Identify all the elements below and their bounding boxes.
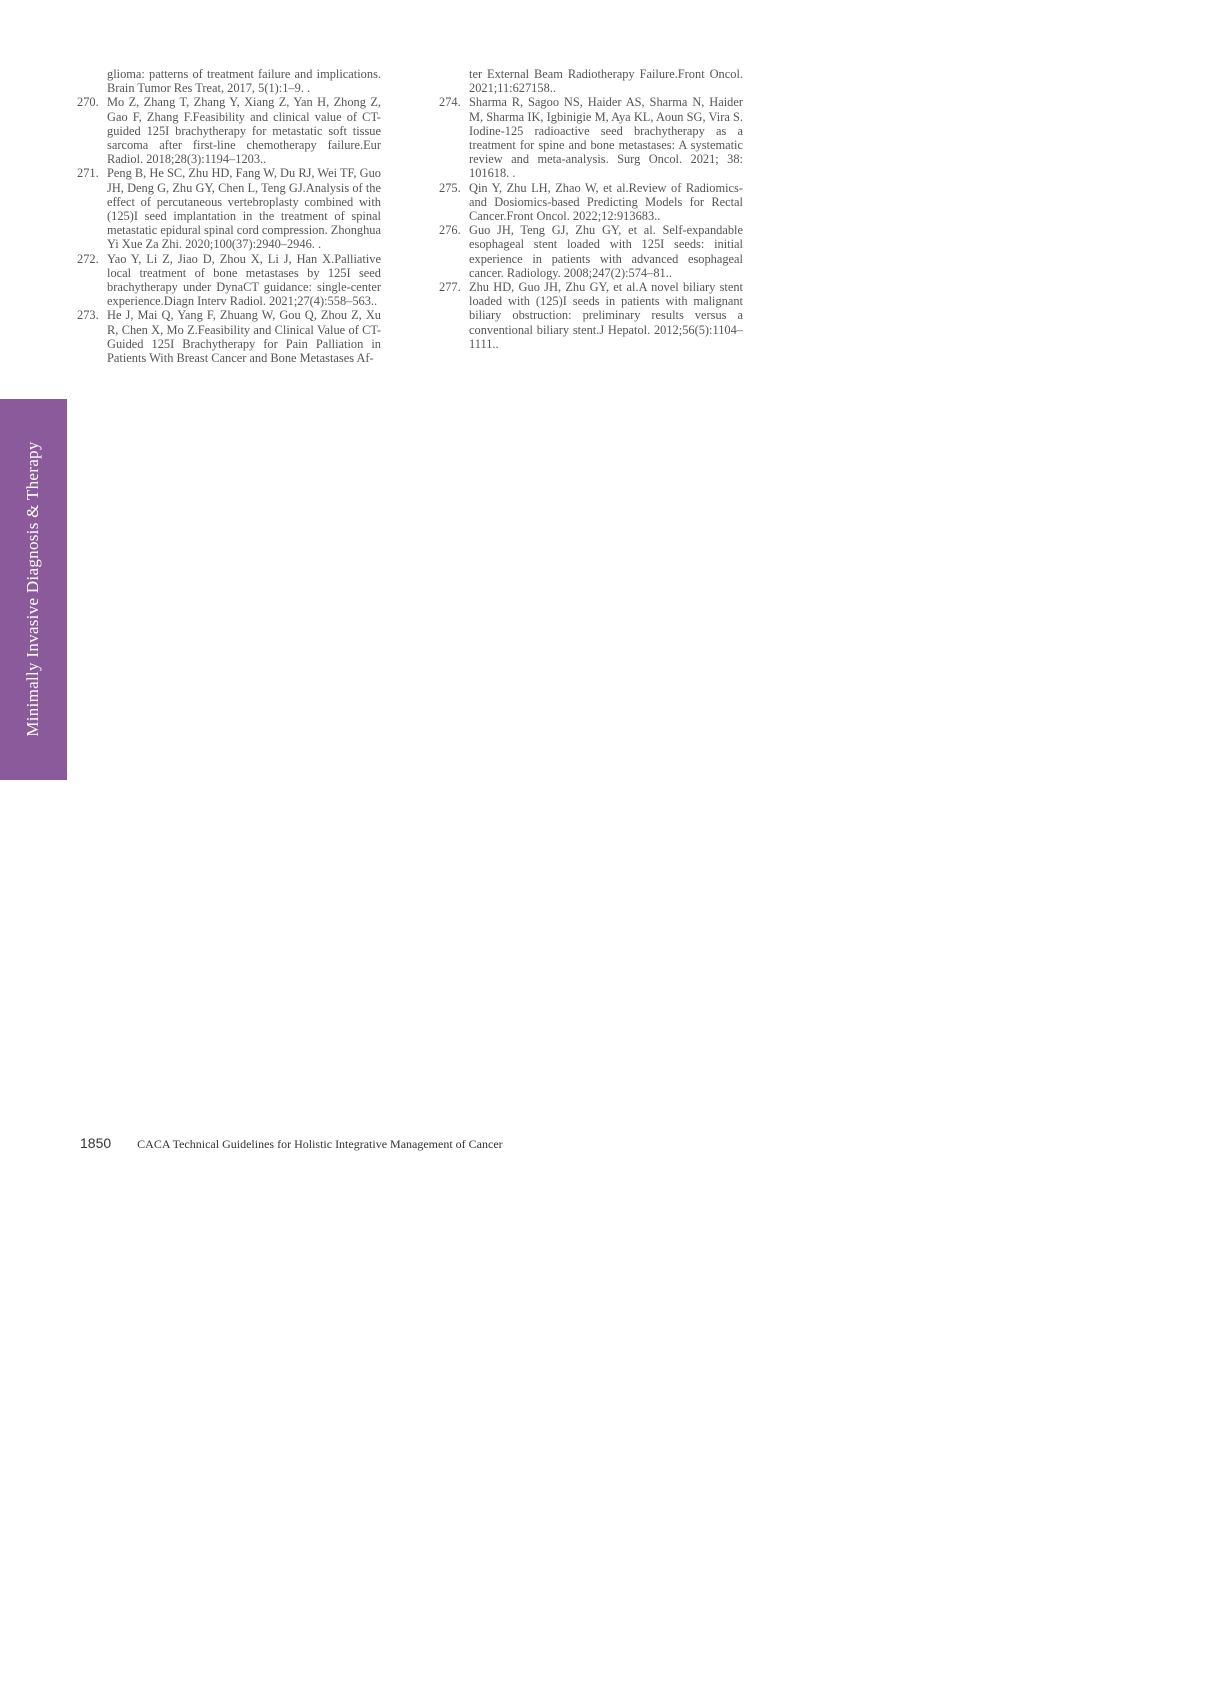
- reference-text: Yao Y, Li Z, Jiao D, Zhou X, Li J, Han X.Palliative local treatment of bone metastases by 125I seed brachytherapy under DynaCT guidance: single-center experience.Diagn Interv Radiol. 2021;27(4):558–563..: [107, 251, 381, 309]
- reference-text: Mo Z, Zhang T, Zhang Y, Xiang Z, Yan H, Zhong Z, Gao F, Zhang F.Feasibility and clinical value of CT-guided 125I brachytherapy for metastatic soft tissue sarcoma after first-line chemotherapy failure.Eur Radiol. 2018;28(3):1194–1203..: [107, 95, 381, 167]
- section-side-tab: [0, 399, 67, 780]
- reference-text: He J, Mai Q, Yang F, Zhuang W, Gou Q, Zhou Z, Xu R, Chen X, Mo Z.Feasibility and Clinical Value of CT-Guided 125I Brachytherapy for Pain Palliation in Patients With Breast Cancer and Bone Metastases Af-: [107, 308, 381, 366]
- reference-column-right: [439, 67, 743, 351]
- reference-number: 276.: [439, 223, 461, 238]
- reference-number: 277.: [439, 280, 461, 295]
- reference-number: 274.: [439, 95, 461, 110]
- reference-number: 273.: [77, 308, 99, 323]
- reference-continuation: [77, 67, 381, 95]
- reference-number: 271.: [77, 166, 99, 181]
- reference-text: Sharma R, Sagoo NS, Haider AS, Sharma N, Haider M, Sharma IK, Igbinigie M, Aya KL, Aoun SG, Vira S. Iodine-125 radioactive seed brachytherapy as a treatment for spine and bone metastases: A systematic review and meta-analysis. Surg Oncol. 2021; 38: 101618. .: [469, 95, 743, 181]
- reference-item-274: [439, 95, 743, 180]
- running-title: CACA Technical Guidelines for Holistic Integrative Management of Cancer: [137, 1137, 503, 1151]
- reference-number: 275.: [439, 180, 461, 195]
- reference-item-271: [77, 166, 381, 251]
- page-number: 1850: [80, 1135, 112, 1151]
- reference-item-270: [77, 95, 381, 166]
- reference-item-272: [77, 252, 381, 309]
- reference-text: Peng B, He SC, Zhu HD, Fang W, Du RJ, Wei TF, Guo JH, Deng G, Zhu GY, Chen L, Teng GJ.Analysis of the effect of percutaneous vertebroplasty combined with (125)I seed implantation in the treatment of spinal metastatic epidural spinal cord compression. Zhonghua Yi Xue Za Zhi. 2020;100(37):2940–2946. .: [107, 166, 381, 252]
- reference-item-273: [77, 308, 381, 365]
- reference-item-276: [439, 223, 743, 280]
- reference-number: 270.: [77, 95, 99, 110]
- page-footer: [80, 1135, 503, 1153]
- reference-number: 272.: [77, 251, 99, 266]
- reference-text: Qin Y, Zhu LH, Zhao W, et al.Review of Radiomics- and Dosiomics-based Predicting Models for Rectal Cancer.Front Oncol. 2022;12:913683..: [469, 180, 743, 224]
- reference-continuation: [439, 67, 743, 95]
- reference-text: glioma: patterns of treatment failure and implications. Brain Tumor Res Treat, 2017, 5(1):1–9. .: [107, 67, 381, 96]
- reference-item-277: [439, 280, 743, 351]
- reference-text: Zhu HD, Guo JH, Zhu GY, et al.A novel biliary stent loaded with (125)I seeds in patients with malignant biliary obstruction: preliminary results versus a conventional biliary stent.J Hepatol. 2012;56(5):1104–1111..: [469, 280, 743, 351]
- reference-item-275: [439, 181, 743, 224]
- reference-text: ter External Beam Radiotherapy Failure.Front Oncol. 2021;11:627158..: [469, 67, 743, 96]
- reference-column-left: [77, 67, 381, 365]
- section-side-tab-label: Minimally Invasive Diagnosis & Therapy: [23, 441, 42, 737]
- reference-text: Guo JH, Teng GJ, Zhu GY, et al. Self-expandable esophageal stent loaded with 125I seeds: initial experience in patients with advanced esophageal cancer. Radiology. 2008;247(2):574–81..: [469, 223, 743, 280]
